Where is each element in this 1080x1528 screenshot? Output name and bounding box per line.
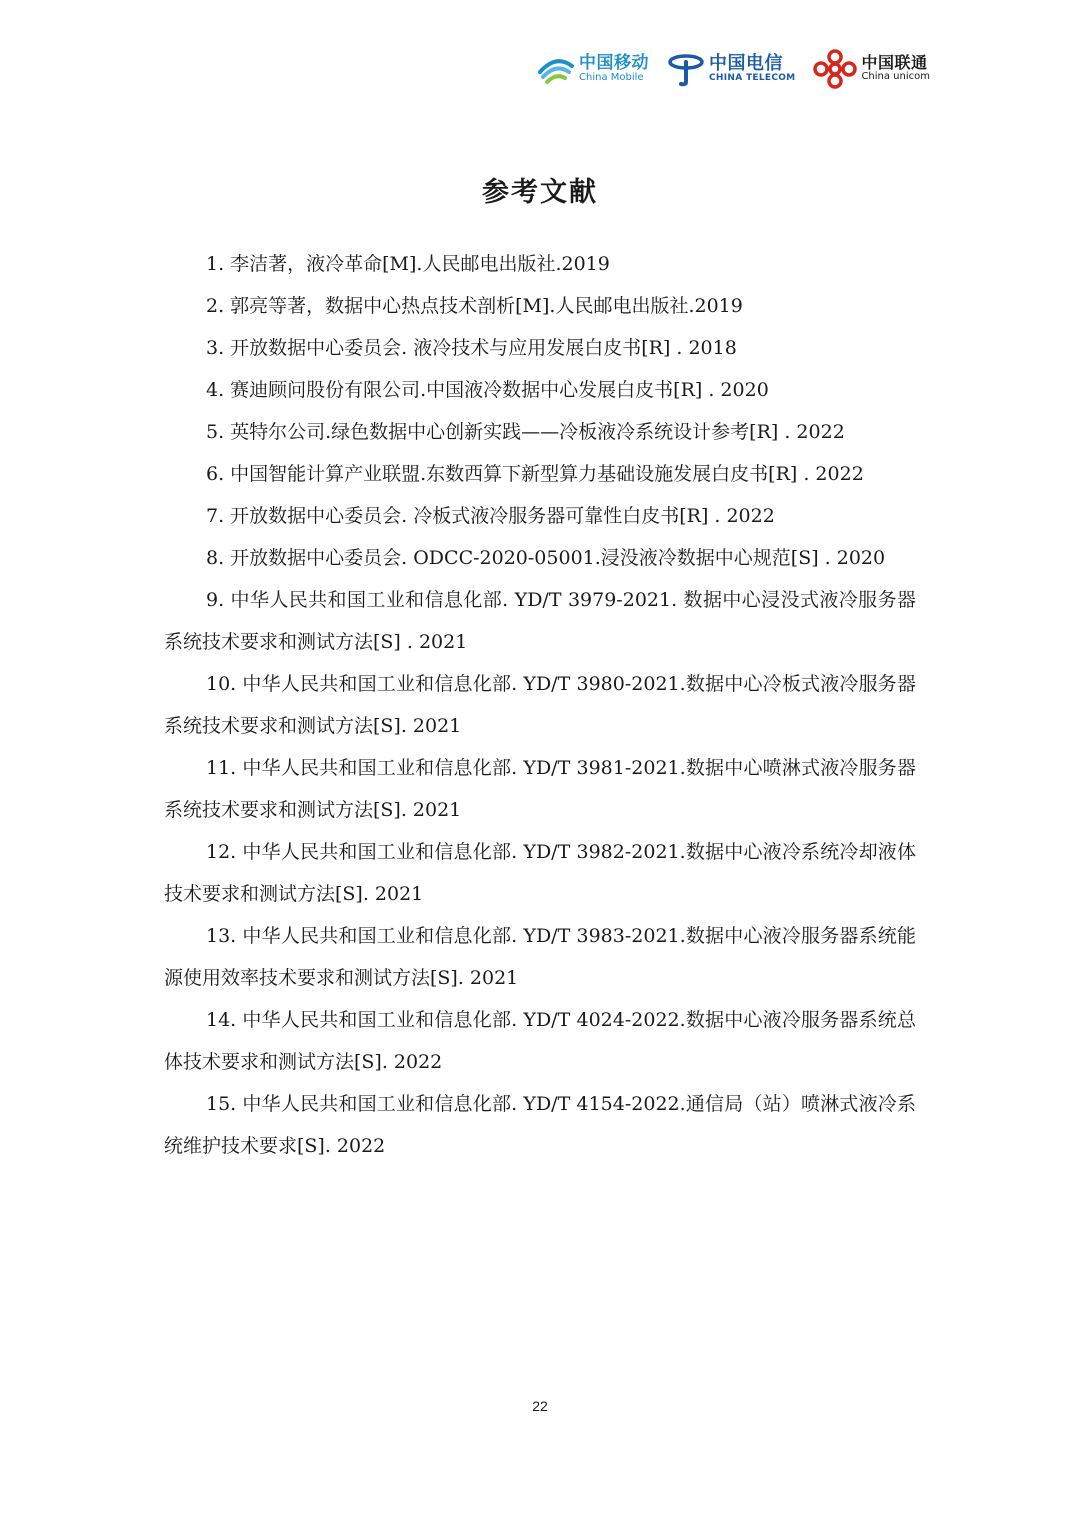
reference-number: 12.: [206, 841, 237, 863]
china-mobile-logo: [537, 52, 649, 86]
reference-text: 中华人民共和国工业和信息化部. YD/T 4024-2022.数据中心液冷服务器系统总体技术要求和测试方法[S]. 2022: [164, 1009, 916, 1073]
reference-item: [164, 1083, 916, 1167]
reference-number: 9.: [206, 589, 225, 611]
china-unicom-icon: [813, 49, 857, 89]
reference-number: 4.: [206, 379, 225, 401]
reference-number: 8.: [206, 547, 225, 569]
reference-item: [164, 243, 916, 285]
reference-item: [164, 831, 916, 915]
reference-item: [164, 663, 916, 747]
reference-item: [164, 411, 916, 453]
reference-number: 5.: [206, 421, 225, 443]
reference-text: 赛迪顾问股份有限公司.中国液冷数据中心发展白皮书[R] . 2020: [230, 379, 769, 401]
reference-number: 11.: [206, 757, 237, 779]
china-unicom-cn: 中国联通: [861, 53, 928, 73]
reference-number: 7.: [206, 505, 225, 527]
china-telecom-icon: [667, 51, 705, 87]
header-logos: [537, 44, 930, 94]
china-telecom-en: CHINA TELECOM: [709, 72, 796, 83]
reference-number: 15.: [206, 1093, 237, 1115]
reference-item: [164, 747, 916, 831]
reference-item: [164, 495, 916, 537]
reference-text: 郭亮等著，数据中心热点技术剖析[M].人民邮电出版社.2019: [230, 295, 743, 317]
reference-item: [164, 327, 916, 369]
china-telecom-logo: [667, 51, 795, 87]
reference-number: 10.: [206, 673, 237, 695]
page-title: 参考文献: [482, 177, 598, 208]
china-telecom-cn: 中国电信: [709, 52, 784, 74]
reference-item: [164, 537, 916, 579]
reference-text: 开放数据中心委员会. 冷板式液冷服务器可靠性白皮书[R] . 2022: [230, 505, 775, 527]
reference-number: 3.: [206, 337, 225, 359]
reference-text: 中国智能计算产业联盟.东数西算下新型算力基础设施发展白皮书[R] . 2022: [230, 463, 864, 485]
reference-list: [164, 243, 916, 1167]
reference-text: 开放数据中心委员会. 液冷技术与应用发展白皮书[R] . 2018: [230, 337, 737, 359]
reference-text: 李洁著，液冷革命[M].人民邮电出版社.2019: [230, 253, 610, 275]
reference-text: 英特尔公司.绿色数据中心创新实践——冷板液冷系统设计参考[R] . 2022: [230, 421, 845, 443]
reference-text: 中华人民共和国工业和信息化部. YD/T 4154-2022.通信局（站）喷淋式液冷系统维护技术要求[S]. 2022: [164, 1093, 916, 1157]
china-mobile-icon: [537, 52, 575, 86]
reference-item: [164, 579, 916, 663]
reference-text: 中华人民共和国工业和信息化部. YD/T 3983-2021.数据中心液冷服务器系统能源使用效率技术要求和测试方法[S]. 2021: [164, 925, 916, 989]
reference-item: [164, 453, 916, 495]
reference-number: 13.: [206, 925, 237, 947]
china-unicom-en: China unicom: [861, 71, 930, 83]
reference-text: 开放数据中心委员会. ODCC-2020-05001.浸没液冷数据中心规范[S] . 2020: [230, 547, 886, 569]
china-mobile-en: China Mobile: [579, 71, 644, 83]
china-mobile-cn: 中国移动: [579, 52, 650, 73]
china-unicom-logo: [813, 49, 930, 89]
reference-number: 14.: [206, 1009, 237, 1031]
reference-number: 1.: [206, 253, 225, 275]
reference-item: [164, 369, 916, 411]
reference-number: 6.: [206, 463, 225, 485]
reference-text: 中华人民共和国工业和信息化部. YD/T 3982-2021.数据中心液冷系统冷却液体技术要求和测试方法[S]. 2021: [164, 841, 916, 905]
reference-number: 2.: [206, 295, 225, 317]
reference-item: [164, 915, 916, 999]
reference-text: 中华人民共和国工业和信息化部. YD/T 3981-2021.数据中心喷淋式液冷服务器系统技术要求和测试方法[S]. 2021: [164, 757, 916, 821]
reference-item: [164, 999, 916, 1083]
reference-text: 中华人民共和国工业和信息化部. YD/T 3979-2021. 数据中心浸没式液冷服务器系统技术要求和测试方法[S] . 2021: [164, 589, 916, 653]
reference-item: [164, 285, 916, 327]
reference-text: 中华人民共和国工业和信息化部. YD/T 3980-2021.数据中心冷板式液冷服务器系统技术要求和测试方法[S]. 2021: [164, 673, 916, 737]
page-number: 22: [532, 1398, 548, 1414]
